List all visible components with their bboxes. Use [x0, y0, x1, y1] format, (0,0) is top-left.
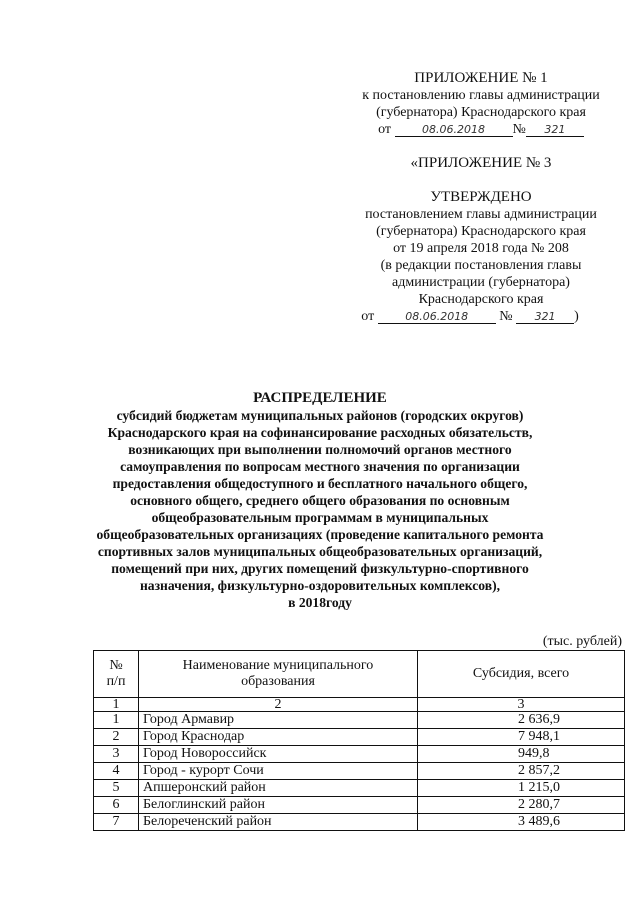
table-row: [94, 729, 625, 746]
row-amount: 3 489,6: [418, 814, 625, 831]
title-line: субсидий бюджетам муниципальных районов (городских округов): [116, 408, 524, 423]
appendix1-number: 321: [526, 123, 584, 137]
index-cell: 2: [139, 698, 418, 712]
appendix3-number: 321: [516, 310, 574, 324]
row-name: Город Краснодар: [139, 729, 418, 746]
table-row: [94, 712, 625, 729]
table-header-row: [94, 651, 625, 698]
row-num: 3: [94, 746, 139, 763]
title-heading: РАСПРЕДЕЛЕНИЕ: [253, 390, 387, 406]
appendix3-line1: постановлением главы администрации: [365, 207, 597, 222]
header-name-line1: Наименование муниципального: [182, 658, 374, 673]
appendix1-line2: (губернатора) Краснодарского края: [376, 105, 586, 120]
appendix3-line3: от 19 апреля 2018 года № 208: [393, 241, 569, 256]
appendix3-title: «ПРИЛОЖЕНИЕ № 3: [410, 155, 552, 171]
title-line: Краснодарского края на софинансирование расходных обязательств,: [107, 425, 533, 440]
title-line: основного общего, среднего общего образования по основным: [130, 493, 510, 508]
row-amount: 2 857,2: [418, 763, 625, 780]
title-line: помещений при них, других помещений физкультурно-спортивного: [111, 561, 529, 576]
row-amount: 7 948,1: [418, 729, 625, 746]
header-name: [139, 651, 418, 698]
appendix3-from-label: от: [361, 309, 375, 324]
table-row: [94, 746, 625, 763]
title-line: назначения, физкультурно-оздоровительных комплексов),: [139, 578, 501, 593]
title-line: возникающих при выполнении полномочий органов местного: [128, 442, 512, 457]
row-name: Белоглинский район: [139, 797, 418, 814]
table-row: [94, 780, 625, 797]
appendix1-no-label: №: [512, 122, 526, 137]
row-num: 7: [94, 814, 139, 831]
header-num: [94, 651, 139, 698]
table-row: [94, 797, 625, 814]
table-index-row: [94, 698, 625, 712]
row-name: Апшеронский район: [139, 780, 418, 797]
row-amount: 949,8: [418, 746, 625, 763]
appendix1-date: 08.06.2018: [395, 123, 513, 137]
header-num-line2: п/п: [106, 674, 126, 689]
appendix1-date-line: [346, 121, 616, 138]
index-cell: 3: [418, 698, 625, 712]
table-row: [94, 814, 625, 831]
appendix1-from-label: от: [378, 122, 392, 137]
row-name: Город Армавир: [139, 712, 418, 729]
title-line: спортивных залов муниципальных общеобразовательных организаций,: [97, 544, 543, 559]
appendix1-line1: к постановлению главы администрации: [362, 88, 600, 103]
appendix3-date: 08.06.2018: [378, 310, 496, 324]
appendix-block: [346, 70, 616, 325]
row-num: 5: [94, 780, 139, 797]
appendix3-close: ): [574, 309, 579, 324]
title-line: общеобразовательных организациях (проведение капитального ремонта: [96, 527, 544, 542]
appendix3-no-label: №: [499, 309, 513, 324]
title-line: в 2018году: [288, 595, 352, 610]
appendix3-date-line: [324, 308, 616, 325]
header-num-line1: №: [109, 658, 123, 673]
approved-label: УТВЕРЖДЕНО: [430, 189, 532, 205]
title-line: предоставления общедоступного и бесплатного начального общего,: [112, 476, 528, 491]
row-name: Город Новороссийск: [139, 746, 418, 763]
appendix3-line5: администрации (губернатора): [392, 275, 570, 290]
title-line: самоуправления по вопросам местного значения по организации: [120, 459, 520, 474]
appendix3-line2: (губернатора) Краснодарского края: [376, 224, 586, 239]
subsidy-table: [93, 650, 625, 831]
row-name: Белореченский район: [139, 814, 418, 831]
document-title: [90, 390, 550, 611]
row-amount: 2 280,7: [418, 797, 625, 814]
row-name: Город - курорт Сочи: [139, 763, 418, 780]
row-amount: 2 636,9: [418, 712, 625, 729]
row-amount: 1 215,0: [418, 780, 625, 797]
appendix3-line4: (в редакции постановления главы: [380, 258, 582, 273]
appendix3-line6: Краснодарского края: [418, 292, 544, 307]
header-amount: Субсидия, всего: [418, 651, 625, 698]
row-num: 1: [94, 712, 139, 729]
row-num: 4: [94, 763, 139, 780]
row-num: 6: [94, 797, 139, 814]
header-name-line2: образования: [241, 674, 315, 689]
table-row: [94, 763, 625, 780]
title-line: общеобразовательным программам в муниципальных: [151, 510, 489, 525]
appendix1-title: ПРИЛОЖЕНИЕ № 1: [414, 70, 548, 86]
index-cell: 1: [94, 698, 139, 712]
units-label: (тыс. рублей): [542, 634, 622, 649]
row-num: 2: [94, 729, 139, 746]
